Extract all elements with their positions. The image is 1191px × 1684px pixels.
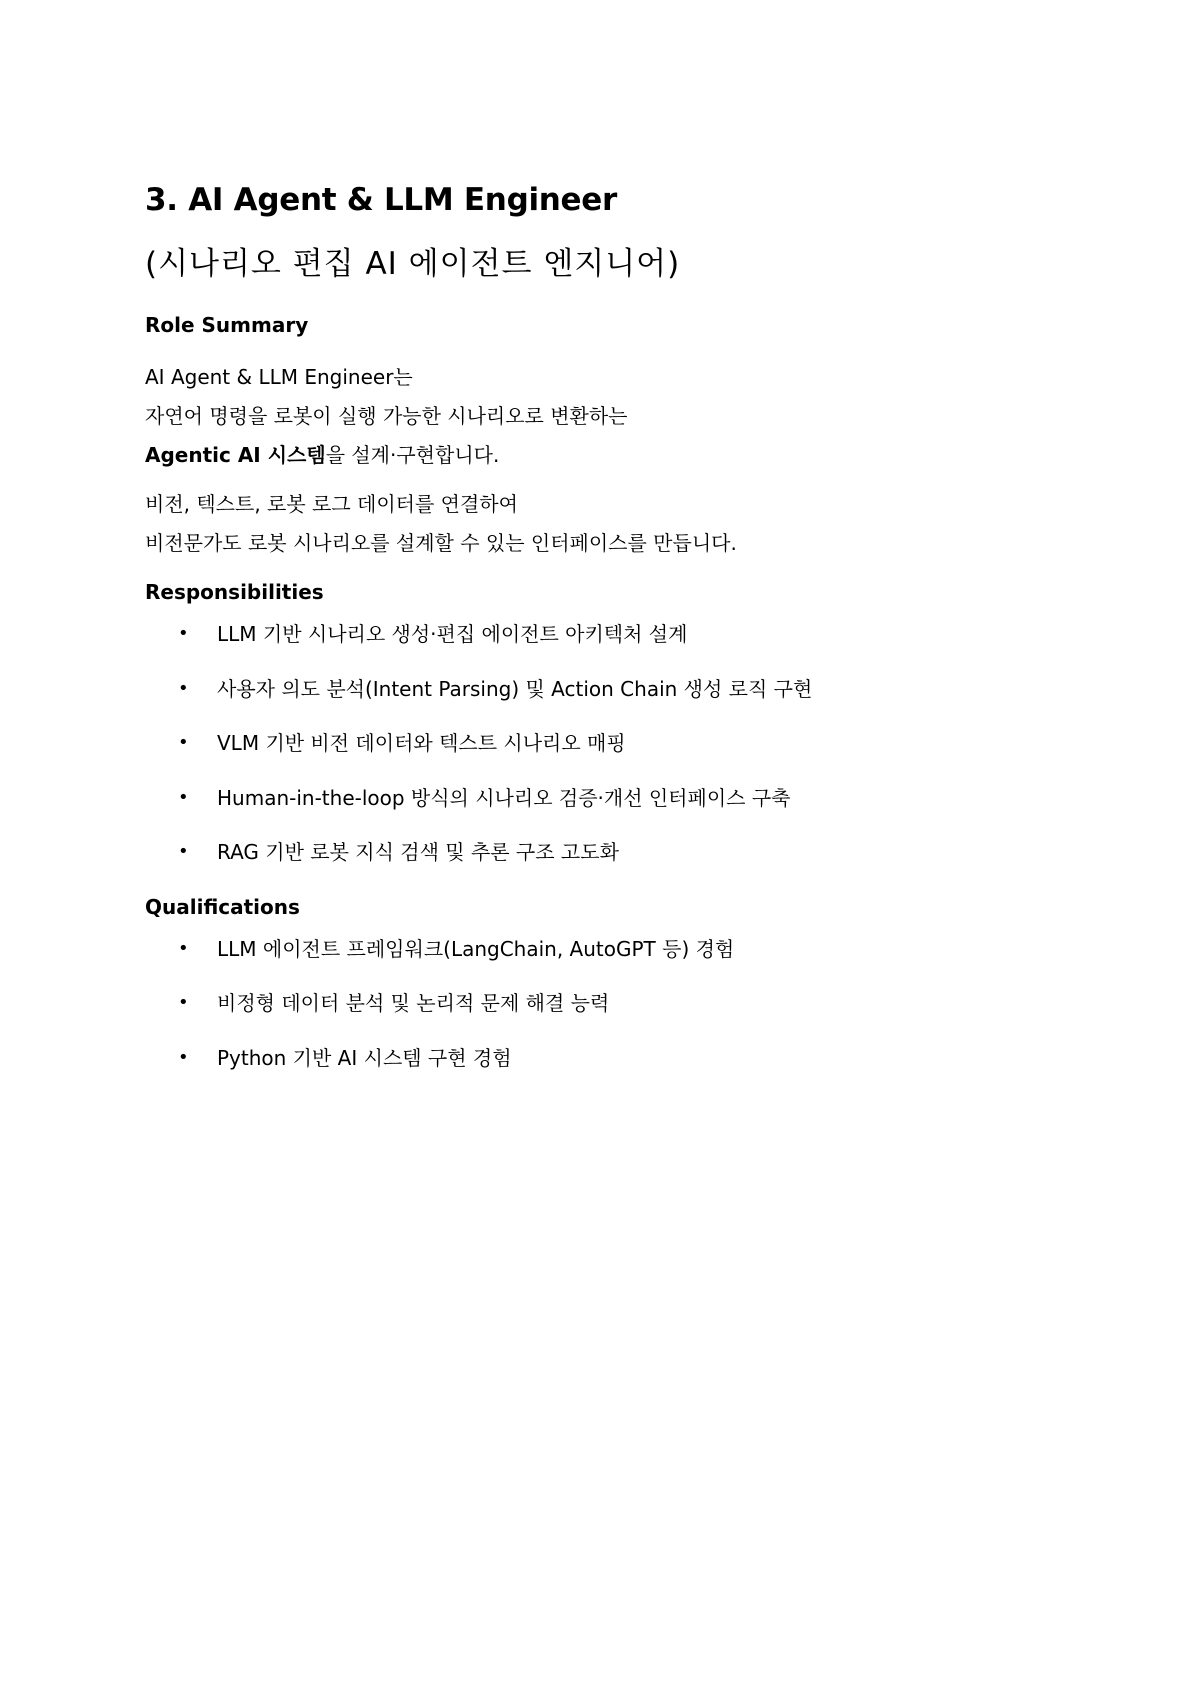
- list-item: [145, 619, 1085, 649]
- list-item-text: Human-in-the-loop 방식의 시나리오 검증·개선 인터페이스 구축: [217, 785, 791, 810]
- bullet-icon: •: [178, 841, 189, 862]
- page-subtitle: (시나리오 편집 AI 에이전트 엔지니어): [145, 246, 681, 282]
- bullet-icon: •: [178, 786, 189, 808]
- list-item: [145, 934, 1085, 964]
- summary-line: AI Agent & LLM Engineer는: [145, 365, 413, 389]
- summary-line: 비전문가도 로봇 시나리오를 설계할 수 있는 인터페이스를 만듭니다.: [145, 531, 737, 555]
- responsibilities-list: [145, 619, 1085, 867]
- bullet-icon: •: [178, 992, 189, 1013]
- list-item: [145, 837, 1085, 867]
- list-item-text: 사용자 의도 분석(Intent Parsing) 및 Action Chain 생성 로직 구현: [217, 676, 813, 701]
- role-summary-heading: Role Summary: [145, 313, 309, 337]
- list-item: [145, 988, 1085, 1018]
- summary-line: 비전, 텍스트, 로봇 로그 데이터를 연결하여: [145, 492, 518, 516]
- list-item: [145, 728, 1085, 758]
- summary-line: 자연어 명령을 로봇이 실행 가능한 시나리오로 변환하는: [145, 404, 628, 428]
- summary-emphasis: Agentic AI 시스템: [145, 443, 326, 467]
- list-item-text: LLM 에이전트 프레임워크(LangChain, AutoGPT 등) 경험: [217, 936, 735, 961]
- bullet-icon: •: [178, 1046, 189, 1068]
- list-item: [145, 1043, 1085, 1073]
- bullet-icon: •: [178, 937, 189, 959]
- role-summary-paragraph-1: [145, 358, 1085, 475]
- page-title: 3. AI Agent & LLM Engineer: [145, 182, 617, 218]
- list-item-text: 비정형 데이터 분석 및 논리적 문제 해결 능력: [217, 991, 610, 1015]
- list-item: [145, 674, 1085, 704]
- bullet-icon: •: [178, 677, 189, 699]
- qualifications-heading: Qualifications: [145, 894, 300, 919]
- role-summary-paragraph-2: [145, 485, 1085, 563]
- summary-line: 을 설계·구현합니다.: [325, 443, 500, 467]
- list-item: [145, 783, 1085, 813]
- bullet-icon: •: [178, 732, 189, 753]
- bullet-icon: •: [178, 623, 189, 644]
- list-item-text: LLM 기반 시나리오 생성·편집 에이전트 아키텍처 설계: [217, 622, 688, 646]
- responsibilities-heading: Responsibilities: [145, 580, 324, 604]
- list-item-text: VLM 기반 비전 데이터와 텍스트 시나리오 매핑: [217, 731, 626, 755]
- qualifications-list: [145, 934, 1085, 1073]
- list-item-text: Python 기반 AI 시스템 구현 경험: [217, 1045, 512, 1070]
- document-page: [145, 176, 1085, 1097]
- list-item-text: RAG 기반 로봇 지식 검색 및 추론 구조 고도화: [217, 840, 619, 864]
